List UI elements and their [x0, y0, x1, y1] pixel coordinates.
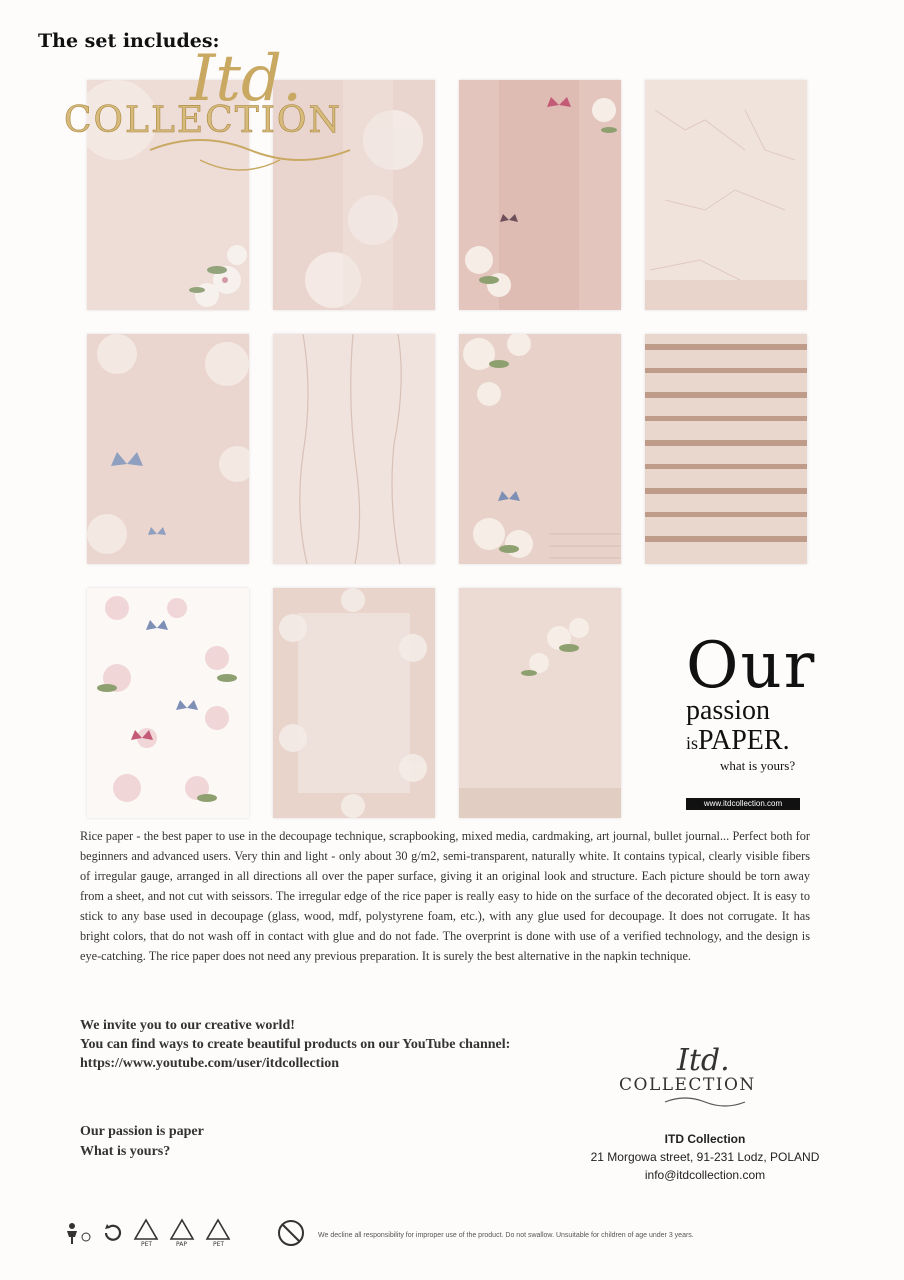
svg-text:COLLECTION: COLLECTION: [619, 1075, 756, 1095]
no-eating-icon: [276, 1218, 306, 1248]
disclaimer: We decline all responsibility for improper use of the product. Do not swallow. Unsuitable for children of age under 3 years.: [318, 1232, 694, 1239]
paper-design-5: [87, 334, 249, 564]
product-description: Rice paper - the best paper to use in the decoupage technique, scrapbooking, mixed media, cardmaking, art journal, bullet journal... Perfect both for beginners and advanced users. Very thin and light - only about 30 g/m2, semi-transparent, naturally white. It contains typical, clearly visible fibers of irregular gauge, arranged in all directions all over the paper surface, giving it an original look and structure. Each picture should be torn away from a sheet, and not cut with seissors. The irregular edge of the rice paper is really easy to hide on the surface of the decorated object. It is easy to stick to any base used in decoupage (glass, wood, mdf, polystyrene foam, etc.), with any glue used for decoupage. It does not corrugate. It has bright colors, that do not wash off in contact with glue and do not fade. The overprint is done with use of a verified technology, and the design is eye-catching. The rice paper does not need any previous preparation. It is surely the best alternative in the napkin technique.: [80, 829, 810, 963]
paper-design-11: [459, 588, 621, 818]
passion-big-word: Our: [686, 629, 817, 703]
company-email[interactable]: info@itdcollection.com: [644, 1168, 766, 1182]
paper-design-10: [273, 588, 435, 818]
invite-line-2: You can find ways to create beautiful products on our YouTube channel:: [80, 1037, 511, 1052]
paper-design-3: [459, 80, 621, 310]
passion-line2: passion: [686, 695, 770, 726]
set-heading: The set includes:: [38, 30, 220, 52]
svg-text:PET: PET: [141, 1241, 153, 1248]
motto-line-1: Our passion is paper: [80, 1124, 204, 1139]
itd-collection-logo-top: [60, 30, 420, 190]
recycle-arrow-icon: [102, 1222, 124, 1244]
paper-design-7: [459, 334, 621, 564]
recycle-pet-icon: [132, 1218, 160, 1248]
motto-line-2: What is yours?: [80, 1144, 171, 1159]
paper-design-6: [273, 334, 435, 564]
recycle-pap-icon: [168, 1218, 196, 1248]
company-address: [560, 1130, 850, 1184]
svg-text:PAP: PAP: [176, 1241, 187, 1248]
svg-text:PET: PET: [213, 1241, 225, 1248]
invite-line-1: We invite you to our creative world!: [80, 1018, 295, 1033]
company-name: ITD Collection: [664, 1132, 746, 1146]
passion-paper: PAPER.: [698, 725, 790, 756]
itd-collection-logo-bottom: [615, 1040, 795, 1120]
passion-slogan: [686, 629, 817, 774]
motto-block: [80, 1122, 204, 1162]
passion-question: what is yours?: [720, 758, 796, 773]
company-street: 21 Morgowa street, 91-231 Lodz, POLAND: [590, 1150, 820, 1164]
svg-text:COLLECTION: COLLECTION: [64, 100, 342, 141]
youtube-link[interactable]: https://www.youtube.com/user/itdcollection: [80, 1056, 339, 1071]
paper-design-4: [645, 80, 807, 310]
paper-design-8: [645, 334, 807, 564]
svg-text:Itd.: Itd.: [677, 1043, 730, 1078]
recycle-pet-icon-2: [204, 1218, 232, 1248]
paper-design-9: [87, 588, 249, 818]
passion-is: is: [686, 733, 699, 753]
safety-icons: [60, 1218, 306, 1248]
website-url-bar[interactable]: www.itdcollection.com: [686, 798, 800, 810]
invite-block: [80, 1016, 510, 1073]
child-warning-icon: [60, 1221, 94, 1245]
svg-text:Itd.: Itd.: [190, 42, 303, 116]
